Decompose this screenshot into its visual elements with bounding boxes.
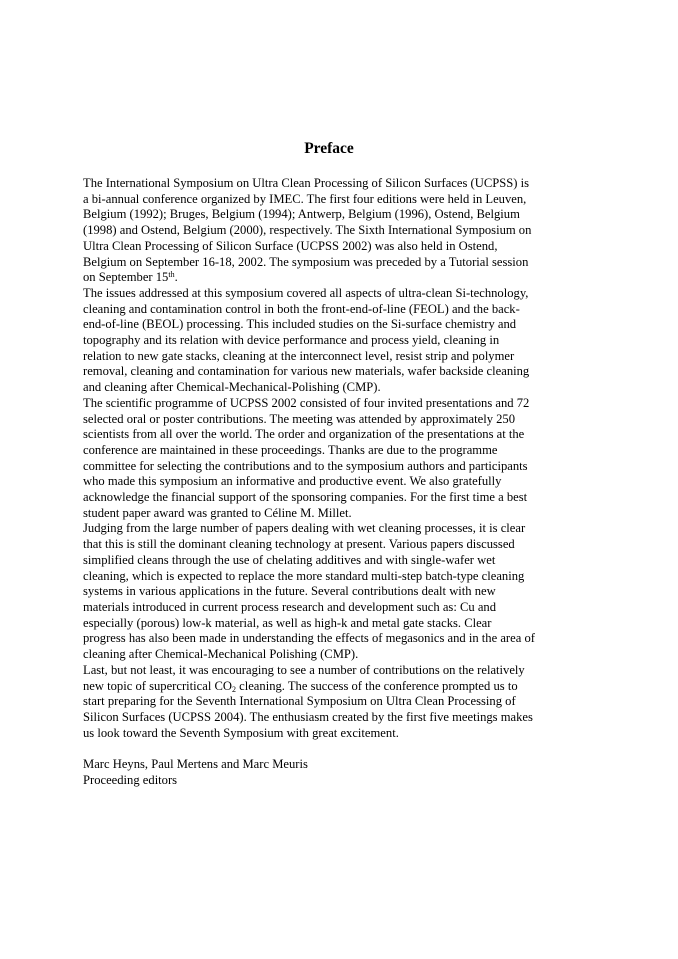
text-line: Belgium on September 16-18, 2002. The symposium was preceded by a Tutorial session: [83, 254, 529, 269]
text-line: selected oral or poster contributions. The meeting was attended by approximately 250: [83, 411, 516, 426]
text-line: and cleaning after Chemical-Mechanical-Polishing (CMP).: [83, 380, 381, 395]
text-line: progress has also been made in understanding the effects of megasonics and in the area of: [83, 631, 535, 646]
paragraph-intro: [83, 176, 583, 286]
text-line: removal, cleaning and contamination for various new materials, wafer backside cleaning: [83, 364, 530, 379]
text-line: relation to new gate stacks, cleaning at the interconnect level, resist strip and polymer: [83, 348, 515, 363]
text-line: Silicon Surfaces (UCPSS 2004). The enthusiasm created by the first five meetings makes: [83, 709, 533, 724]
text-line: committee for selecting the contributions and to the symposium authors and participants: [83, 458, 528, 473]
text-line: materials introduced in current process research and development such as: Cu and: [83, 599, 496, 614]
subscript: 2: [231, 684, 236, 694]
text-line: student paper award was granted to Céline M. Millet.: [83, 505, 352, 520]
text-fragment: new topic of supercritical CO: [83, 678, 232, 693]
paragraph-wet-cleaning: [83, 521, 583, 662]
paragraph-programme: [83, 396, 583, 522]
text-line: [83, 679, 583, 695]
text-line: The issues addressed at this symposium covered all aspects of ultra-clean Si-technology,: [83, 285, 529, 300]
text-line: The scientific programme of UCPSS 2002 consisted of four invited presentations and 72: [83, 395, 530, 410]
text-line: scientists from all over the world. The order and organization of the presentations at the: [83, 427, 525, 442]
text-line: [83, 270, 583, 286]
text-line: The International Symposium on Ultra Clean Processing of Silicon Surfaces (UCPSS) is: [83, 176, 529, 190]
text-line: that this is still the dominant cleaning technology at present. Various papers discussed: [83, 537, 515, 552]
editor-role: Proceeding editors: [83, 772, 178, 787]
text-line: acknowledge the financial support of the sponsoring companies. For the first time a best: [83, 490, 528, 505]
text-line: especially (porous) low-k material, as well as high-k and metal gate stacks. Clear: [83, 615, 492, 630]
page-title: Preface: [304, 140, 354, 157]
text-line: Last, but not least, it was encouraging to see a number of contributions on the relatively: [83, 662, 525, 677]
text-line: (1998) and Ostend, Belgium (2000), respectively. The Sixth International Symposium on: [83, 223, 532, 238]
text-line: cleaning, which is expected to replace the more standard multi-step batch-type cleaning: [83, 568, 525, 583]
text-line: systems in various applications in the future. Several contributions dealt with new: [83, 584, 496, 599]
text-line: us look toward the Seventh Symposium with great excitement.: [83, 725, 399, 740]
text-line: cleaning after Chemical-Mechanical Polishing (CMP).: [83, 647, 359, 662]
text-fragment: on September 15: [83, 270, 169, 285]
text-line: a bi-annual conference organized by IMEC. The first four editions were held in Leuven,: [83, 191, 527, 206]
text-line: end-of-line (BEOL) processing. This included studies on the Si-surface chemistry and: [83, 317, 517, 332]
text-line: simplified cleans through the use of chelating additives and with single-wafer wet: [83, 552, 496, 567]
text-line: Judging from the large number of papers dealing with wet cleaning processes, it is clear: [83, 521, 526, 536]
text-line: start preparing for the Seventh International Symposium on Ultra Clean Processing of: [83, 694, 516, 709]
editor-names: Marc Heyns, Paul Mertens and Marc Meuris: [83, 757, 308, 771]
text-fragment: cleaning. The success of the conference prompted us to: [235, 678, 518, 693]
superscript: th: [168, 270, 175, 280]
signature-block: [83, 757, 583, 788]
paragraph-issues: [83, 286, 583, 396]
text-fragment: .: [174, 270, 178, 285]
text-line: who made this symposium an informative and productive event. We also gratefully: [83, 474, 502, 489]
text-line: cleaning and contamination control in both the front-end-of-line (FEOL) and the back-: [83, 301, 520, 316]
body-text: [83, 176, 583, 788]
text-line: conference are maintained in these proceedings. Thanks are due to the programme: [83, 442, 498, 457]
text-line: topography and its relation with device performance and process yield, cleaning in: [83, 333, 500, 348]
paragraph-closing: [83, 663, 583, 742]
text-line: Belgium (1992); Bruges, Belgium (1994); Antwerp, Belgium (1996), Ostend, Belgium: [83, 207, 520, 222]
text-line: Ultra Clean Processing of Silicon Surface (UCPSS 2002) was also held in Ostend,: [83, 238, 498, 253]
